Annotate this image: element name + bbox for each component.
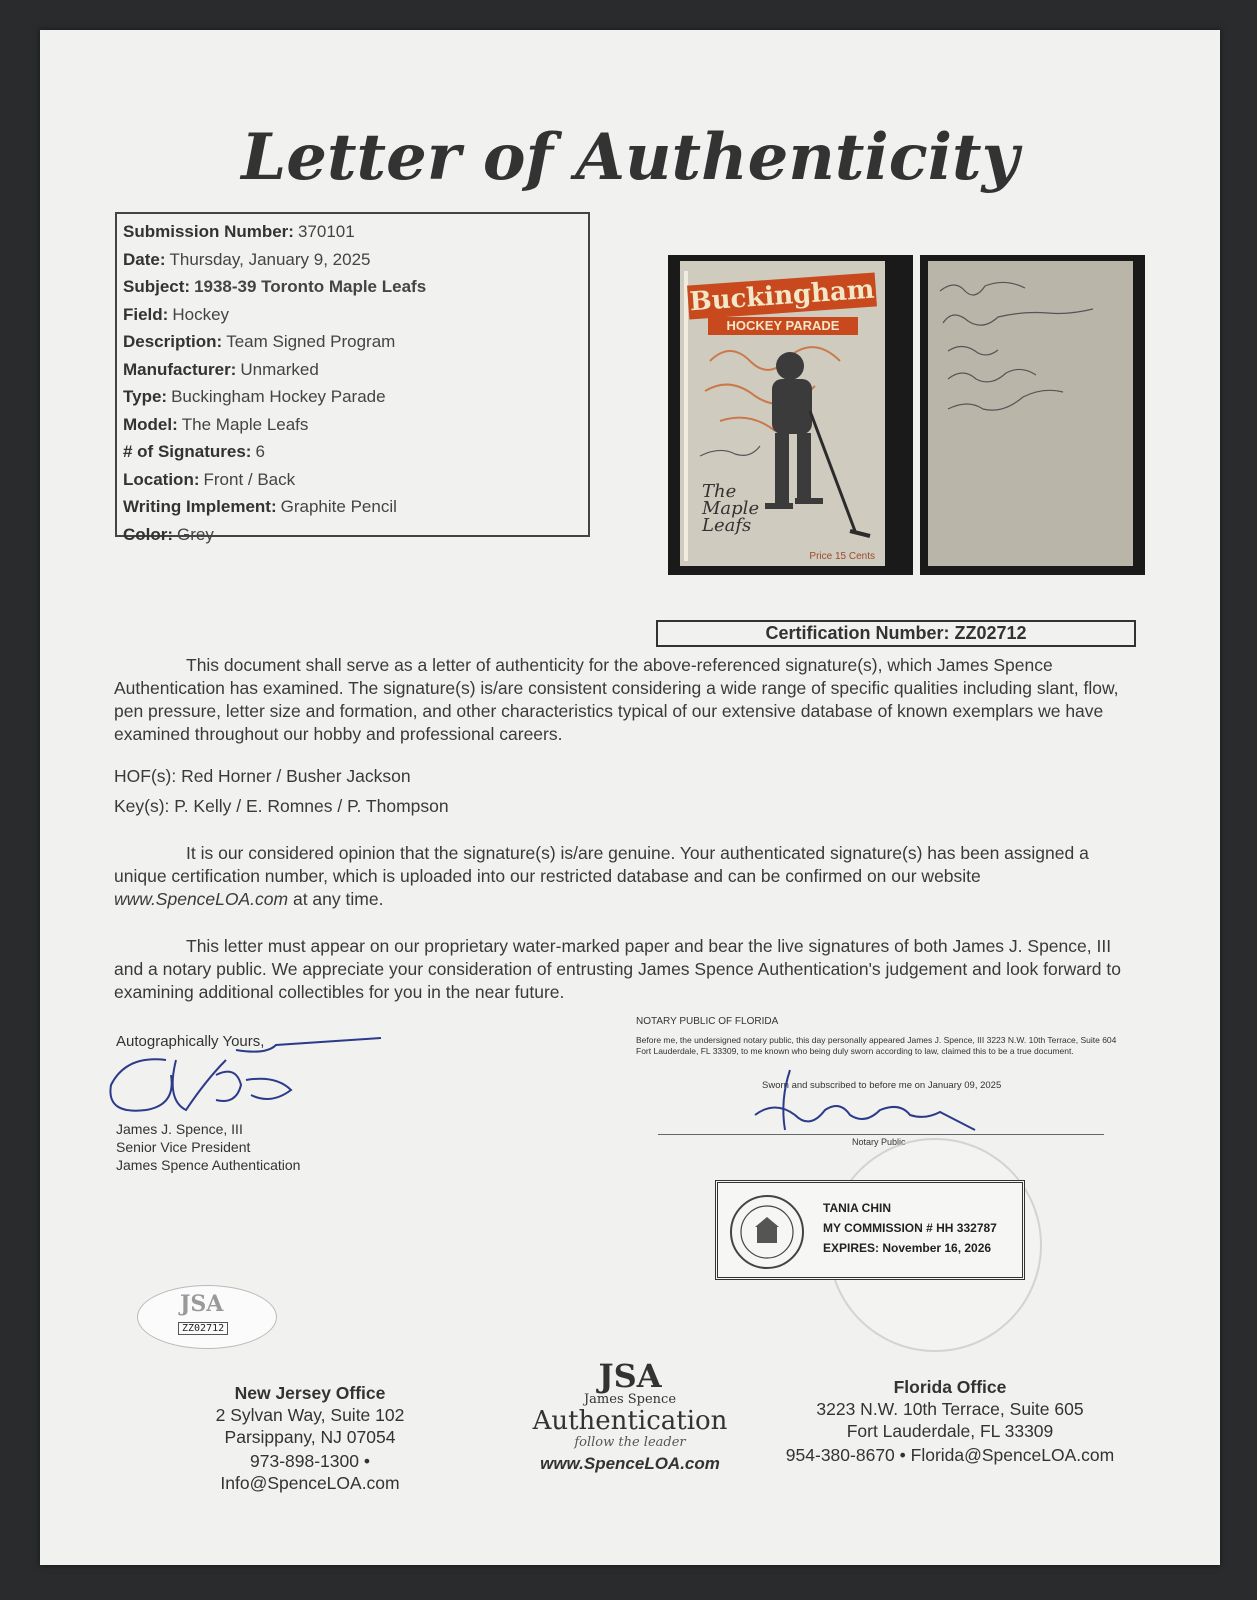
notary-stamp-expires: EXPIRES: November 16, 2026 xyxy=(823,1241,992,1255)
info-label: Manufacturer: xyxy=(123,359,237,379)
info-value: Unmarked xyxy=(240,359,319,379)
info-label: # of Signatures: xyxy=(123,442,252,461)
key-signers-list: Key(s): P. Kelly / E. Romnes / P. Thompson xyxy=(114,796,449,816)
program-price: Price 15 Cents xyxy=(809,551,875,562)
info-label: Subject: xyxy=(123,277,191,296)
sticker-brand: JSA xyxy=(180,1291,224,1317)
program-back-cover xyxy=(928,261,1133,566)
info-row xyxy=(123,438,582,466)
notary-heading: NOTARY PUBLIC OF FLORIDA xyxy=(636,1016,779,1027)
info-label: Description: xyxy=(123,332,223,351)
info-row xyxy=(123,328,582,356)
paragraph-opinion: It is our considered opinion that the signature(s) is/are genuine. Your authenticated signature(s) has been assigned a unique certification number, which is uploaded into our restricted database and can be confirmed on our website www.SpenceLOA.com at any time. xyxy=(114,843,1089,909)
info-row xyxy=(123,521,582,549)
spence-signature xyxy=(106,1030,396,1120)
closing-text: Autographically Yours, xyxy=(116,1033,265,1050)
notary-stamp xyxy=(715,1180,1025,1280)
sticker-number: ZZ02712 xyxy=(178,1322,228,1335)
info-value: The Maple Leafs xyxy=(181,414,309,434)
notary-signature xyxy=(750,1060,980,1135)
info-label: Field: xyxy=(123,304,169,324)
fl-office: Florida Office 3223 N.W. 10th Terrace, Suite 605 Fort Lauderdale, FL 33309 954-380-8670 • Florida@SpenceLOA.com xyxy=(785,1377,1115,1465)
info-value: Graphite Pencil xyxy=(280,497,397,516)
info-value: 6 xyxy=(255,442,265,461)
info-row xyxy=(123,466,582,494)
info-row xyxy=(123,411,582,439)
letter-title: Letter of Authenticity xyxy=(241,120,1019,195)
jsa-logo: JSA James Spence Authentication follow the leader www.SpenceLOA.com xyxy=(510,1360,750,1474)
info-value: Front / Back xyxy=(203,469,296,489)
info-label: Location: xyxy=(123,469,200,489)
info-label: Color: xyxy=(123,524,174,544)
info-row xyxy=(123,383,582,411)
notary-signature-line xyxy=(658,1134,1104,1135)
program-front-photo xyxy=(668,255,913,575)
info-label: Type: xyxy=(123,387,168,406)
jsa-hologram-sticker xyxy=(137,1285,277,1349)
info-value: Grey xyxy=(177,524,214,544)
notary-stamp-name: TANIA CHIN xyxy=(823,1201,891,1215)
notary-stamp-commission: MY COMMISSION # HH 332787 xyxy=(823,1221,997,1235)
program-brand: Buckingham xyxy=(687,272,877,319)
info-label: Writing Implement: xyxy=(123,497,277,516)
info-value: 370101 xyxy=(297,222,355,241)
info-label: Submission Number: xyxy=(123,222,294,241)
info-row xyxy=(123,493,582,521)
paragraph-examination: This document shall serve as a letter of authenticity for the above-referenced signature(s), which James Spence Authentication has examined. The signature(s) is/are consistent considering a wide range of specific qualities including slant, flow, pen pressure, letter size and formation, and other characteristics typical of our extensive database of known exemplars we have examined throughout our hobby and professional careers. xyxy=(114,655,1119,744)
website-link[interactable]: www.SpenceLOA.com xyxy=(114,889,289,909)
signature-scrawl xyxy=(700,446,760,456)
info-row xyxy=(123,356,582,384)
letter-paper xyxy=(40,30,1220,1565)
info-value: Hockey xyxy=(172,304,230,324)
info-value: 1938-39 Toronto Maple Leafs xyxy=(194,277,427,296)
hof-list: HOF(s): Red Horner / Busher Jackson xyxy=(114,766,411,786)
jsa-website[interactable]: www.SpenceLOA.com xyxy=(540,1454,720,1473)
florida-seal-icon xyxy=(730,1195,804,1269)
team-signatures-image xyxy=(928,261,1133,566)
info-value: Buckingham Hockey Parade xyxy=(171,387,386,406)
submission-info-box xyxy=(115,212,590,544)
program-cover-title: The Maple Leafs xyxy=(702,481,760,536)
info-label: Date: xyxy=(123,249,166,269)
program-subtitle: HOCKEY PARADE xyxy=(708,317,858,335)
signer-name: James J. Spence, III xyxy=(116,1121,243,1137)
notary-sworn-line: Sworn and subscribed to before me on January 09, 2025 xyxy=(762,1080,1002,1091)
program-back-photo xyxy=(920,255,1145,575)
info-row xyxy=(123,246,582,274)
paragraph-watermark: This letter must appear on our proprietary water-marked paper and bear the live signatures of both James J. Spence, III and a notary public. We appreciate your consideration of entrusting James Spence Authentication's judgement and look forward to examining additional collectibles for you in the near future. xyxy=(114,936,1121,1002)
info-label: Model: xyxy=(123,414,178,434)
certification-number-box: Certification Number: ZZ02712 xyxy=(656,620,1136,647)
notary-statement: Before me, the undersigned notary public, this day personally appeared James J. Spence, III 3223 N.W. 10th Terrace, Suite 604 Fort Lauderdale, FL 33309, to me known who being duly sworn according to law, claimed this to be a true document. xyxy=(636,1035,1117,1056)
info-row xyxy=(123,218,582,246)
info-row xyxy=(123,301,582,329)
signer-company: James Spence Authentication xyxy=(116,1157,301,1173)
notary-public-label: Notary Public xyxy=(852,1137,906,1147)
info-value: Team Signed Program xyxy=(226,332,396,351)
signer-title: Senior Vice President xyxy=(116,1139,251,1155)
nj-office: New Jersey Office 2 Sylvan Way, Suite 102 Parsippany, NJ 07054 973-898-1300 • Info@SpenceLOA.com xyxy=(215,1383,405,1493)
program-front-cover xyxy=(680,261,885,566)
info-row xyxy=(123,273,582,301)
info-value: Thursday, January 9, 2025 xyxy=(169,249,371,269)
